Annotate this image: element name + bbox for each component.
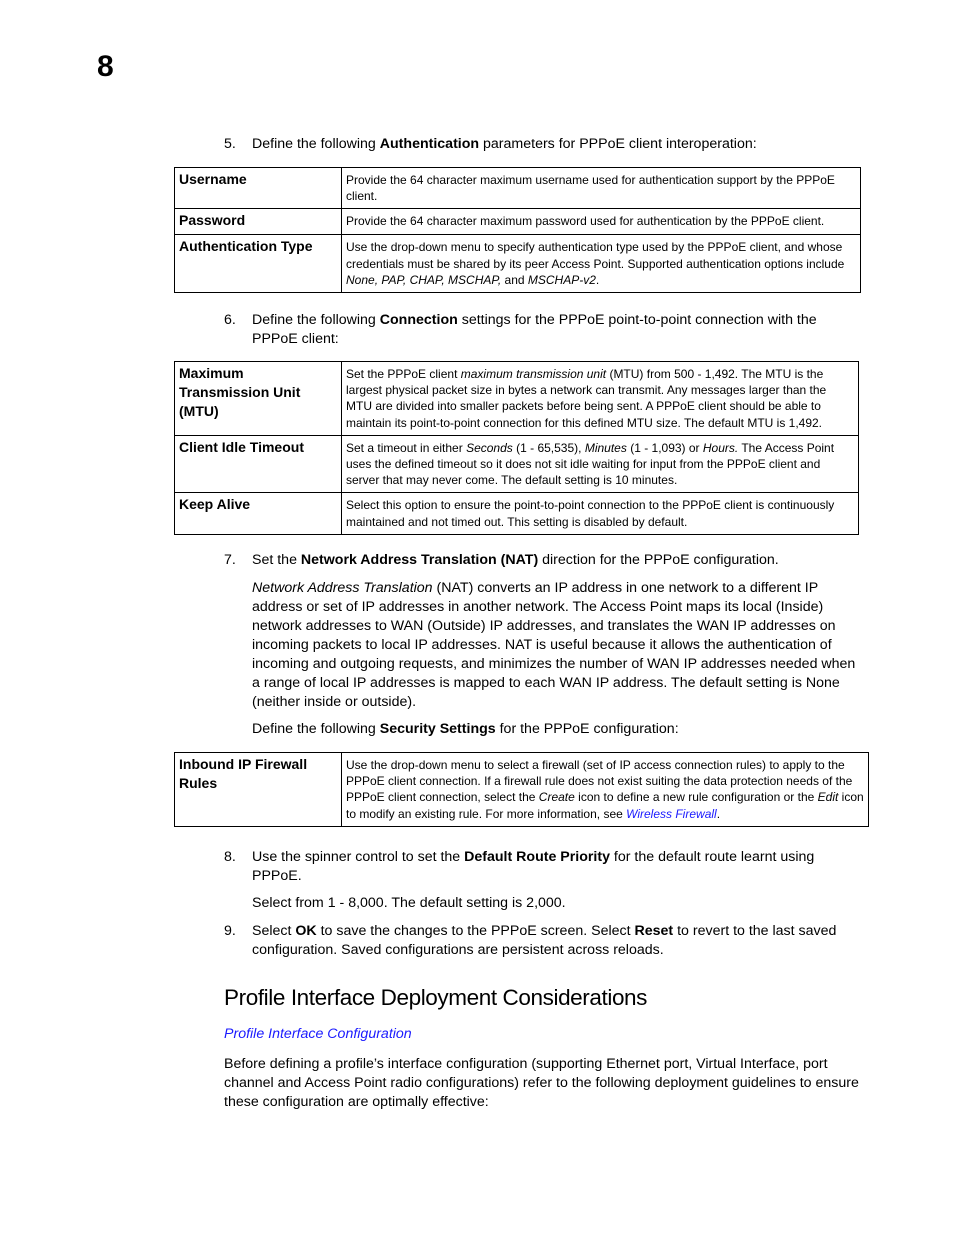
param-name: Inbound IP Firewall Rules — [175, 753, 342, 827]
section-heading: Profile Interface Deployment Considerations — [224, 985, 648, 1010]
step-text: Define the following Authentication parameters for PPPoE client interoperation: — [252, 136, 757, 152]
route-priority-note: Select from 1 - 8,000. The default setting is 2,000. — [252, 895, 566, 911]
step-number: 7. — [224, 552, 236, 568]
param-name: Authentication Type — [175, 235, 342, 293]
step-number: 9. — [224, 923, 236, 939]
table-row — [175, 362, 859, 436]
table-row — [175, 435, 859, 493]
param-description: Provide the 64 character maximum password used for authentication by the PPPoE client. — [342, 209, 861, 235]
param-description: Use the drop-down menu to specify authentication type used by the PPPoE client, and whose credentials must be shared by its peer Access Point. Supported authentication options include None, PAP, CHAP, MSCHAP, and MSCHAP-v2. — [342, 235, 861, 293]
step-text: Define the following Connection settings for the PPPoE point-to-point connection with the PPPoE client: — [252, 312, 817, 347]
table-row — [175, 753, 869, 827]
step-text: Set the Network Address Translation (NAT) direction for the PPPoE configuration. — [252, 552, 779, 568]
section-body: Before defining a profile’s interface configuration (supporting Ethernet port, Virtual Interface, port channel and Access Point radio configurations) refer to the following deployment guidelines to ensure these configuration are optimally effective: — [224, 1056, 859, 1110]
step-number: 6. — [224, 312, 236, 328]
security-table — [174, 752, 869, 827]
profile-interface-configuration-link[interactable]: Profile Interface Configuration — [224, 1026, 412, 1042]
ui-term: OK — [295, 923, 317, 939]
chapter-number: 8 — [97, 50, 114, 83]
param-description: Select this option to ensure the point-to-point connection to the PPPoE client is continuously maintained and not timed out. This setting is disabled by default. — [342, 493, 859, 534]
param-name: Maximum Transmission Unit (MTU) — [175, 362, 342, 436]
step-number: 8. — [224, 849, 236, 865]
ui-term: Security Settings — [379, 721, 496, 737]
param-name: Username — [175, 168, 342, 209]
ui-term: Connection — [379, 312, 458, 328]
param-name: Client Idle Timeout — [175, 435, 342, 493]
security-intro: Define the following Security Settings for the PPPoE configuration: — [252, 721, 679, 737]
authentication-table — [174, 167, 861, 293]
connection-table — [174, 361, 859, 535]
ui-term: Network Address Translation (NAT) — [300, 552, 539, 568]
param-name: Keep Alive — [175, 493, 342, 534]
step-text: Select OK to save the changes to the PPPoE screen. Select Reset to revert to the last saved configuration. Saved configurations are persistent across reloads. — [252, 923, 837, 958]
table-row — [175, 493, 859, 534]
param-description: Set the PPPoE client maximum transmission unit (MTU) from 500 - 1,492. The MTU is the largest physical packet size in bytes a network can transmit. Any messages larger than the MTU are divided into smaller packets before being sent. A PPPoE client should be able to maintain its point-to-point connection for this defined MTU size. The default MTU is 1,492. — [342, 362, 859, 436]
ui-term: Default Route Priority — [464, 849, 610, 865]
nat-description: Network Address Translation (NAT) converts an IP address in one network to a different IP address or set of IP addresses in another network. The Access Point maps its local (Inside) network addresses to WAN (Outside) IP addresses, and translates the WAN IP addresses on incoming packets to local IP addresses. NAT is useful because it allows the authentication of incoming and outgoing requests, and minimizes the number of WAN IP addresses needed when a range of local IP addresses is mapped to each WAN IP address. The default setting is None (neither inside or outside). — [252, 580, 856, 710]
param-description: Provide the 64 character maximum username used for authentication support by the PPPoE client. — [342, 168, 861, 209]
wireless-firewall-link[interactable]: Wireless Firewall — [626, 806, 717, 821]
table-row — [175, 235, 861, 293]
param-description: Set a timeout in either Seconds (1 - 65,535), Minutes (1 - 1,093) or Hours. The Access Point uses the defined timeout so it does not sit idle waiting for input from the PPPoE client and server that may never come. The default setting is 10 minutes. — [342, 435, 859, 493]
table-row — [175, 168, 861, 209]
ui-term: Reset — [634, 923, 674, 939]
step-text: Use the spinner control to set the Default Route Priority for the default route learnt using PPPoE. — [252, 849, 815, 884]
step-number: 5. — [224, 136, 236, 152]
param-name: Password — [175, 209, 342, 235]
table-row — [175, 209, 861, 235]
ui-term: Authentication — [379, 136, 480, 152]
param-description: Use the drop-down menu to select a firewall (set of IP access connection rules) to apply to the PPPoE client connection. If a firewall rule does not exist suiting the data protection needs of the PPPoE client connection, select the Create icon to define a new rule configuration or the Edit icon to modify an existing rule. For more information, see Wireless Firewall. — [342, 753, 869, 827]
